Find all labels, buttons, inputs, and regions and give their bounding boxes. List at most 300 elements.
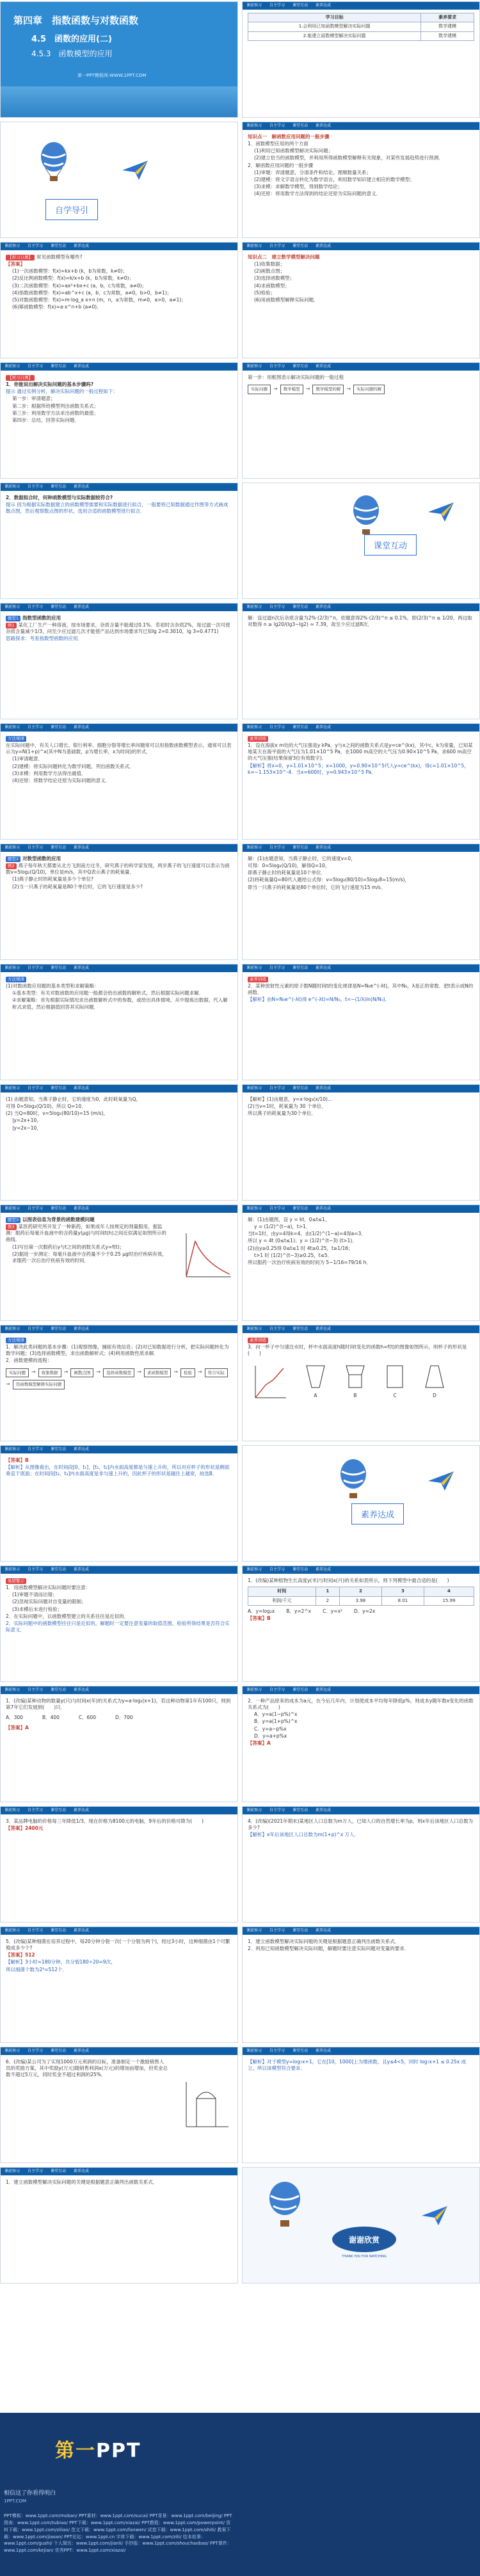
knowledge-step: (4)还原：将用数学方法得到的结论还原为实际问题的意义． (254, 191, 381, 196)
option-label: A (314, 1392, 317, 1398)
tab-preview: 课前预习 (4, 605, 20, 609)
row-16 (0, 1806, 480, 1923)
example-sub: (2)当一只燕子的耗氧量是80个单位时，它的飞行速度是多少? (12, 883, 143, 890)
quiz-options (248, 1608, 474, 1615)
balloon-icon (351, 495, 381, 540)
achievement-card: 素养达成 (351, 1503, 404, 1524)
tab-preview: 课前预习 (4, 1688, 20, 1692)
quiz-answer: 【答案】2400元 (6, 1825, 44, 1832)
slide-header-bar (1, 1085, 237, 1092)
modeling-step: (5)检验； (254, 289, 276, 296)
method-tag: 方法规律 (6, 1338, 26, 1343)
practice-tag: 素养训练 (248, 977, 268, 982)
cover-hills (1, 86, 237, 117)
arrow-right-icon: → (173, 1369, 179, 1375)
solution-line: 可得：0=5log₂(Q/10)，解得Q=10， (248, 863, 330, 869)
dose-curve-graph (181, 1231, 232, 1282)
slide-header-bar (1, 1446, 237, 1453)
slide-header-bar (243, 604, 479, 611)
section-title: 4.5 函数的应用(二) (31, 35, 112, 44)
height-time-graph (252, 1363, 287, 1402)
quiz-question: 5．(改编)某种细菌在培养过程中，每20分钟分裂一次(一个分裂为两个)，经过3小时，这种细菌由1个可繁殖成多少个? (6, 1939, 230, 1951)
method1-slide (0, 723, 238, 840)
extra-solution-content (1, 2175, 237, 2189)
row-7 (0, 723, 480, 840)
summary-content (243, 1935, 479, 1956)
tips-point: (1)审题不清而出错； (12, 1592, 58, 1598)
objectives-content (243, 10, 479, 44)
quiz-question: 1．(改编)某种动物的数量y(只)与时间x(年)的关系式为y=a·log₂(x+1)，若这种动物第1年有100只，则到第7年它们发展到( )只． (6, 1698, 231, 1711)
quiz-table-slide (242, 1565, 480, 1682)
summary-slide (242, 1926, 480, 2043)
method-point: (2)建模：将实际问题转化为数学问题，列出函数关系式． (12, 763, 134, 769)
tab-interaction: 课堂互动 (51, 1206, 67, 1211)
model-item: (3)二次函数模型：f(x)=ax²+bx+c (a，b，c为常数，a≠0)； (12, 282, 147, 289)
option-a[interactable] (304, 1363, 327, 1402)
practice-question: 1．设在海拔x m处的大气压强是y kPa，y与x之间的函数关系式是y=ce^(kx)，其中c，k为常量，已知某地某天在海平面的大气压为1.01×10^5 Pa，在1000 m高空的大气压为0.90×10^5 Pa，求600 m高空的大气压强(结果保留3位有效数字)． (248, 742, 473, 762)
row-19 (0, 2167, 480, 2284)
tab-self-study: 自主学习 (28, 2049, 44, 2053)
modeling-content (243, 250, 479, 307)
tab-preview: 课前预习 (246, 1808, 262, 1812)
slide-header-bar (1, 1325, 237, 1333)
type-title: 以图表信息为背景的函数建模问题 (22, 1217, 95, 1222)
balloon-icon (339, 1459, 368, 1503)
slide-header-bar (1, 1686, 237, 1694)
example2-slide (0, 844, 238, 960)
practice3-slide (242, 1325, 480, 1441)
objective-1: 1.会利用已知函数模型解决实际问题 (248, 22, 421, 31)
thanks-subtitle: THANK YOU FOR WATCHING (342, 2255, 387, 2259)
solution-line: 当t=1时，由y=4得k=4，由(1/2)^(1−a)=4得a=3． (248, 1231, 366, 1237)
solution-line: 所以 y = 4t (0≤t≤1)；y = (1/2)^(t−3) (t>1)． (248, 1238, 357, 1244)
tab-preview: 课前预习 (4, 845, 20, 850)
practice-question: 2．某种放射性元素的原子数N随时间t的变化规律是N=N₀e^(-λt)，其中N₀，λ是正的常数．把t表示成N的函数． (248, 983, 474, 996)
option-d[interactable] (423, 1363, 446, 1402)
option-c[interactable] (383, 1363, 406, 1402)
slide-header-bar (243, 1807, 479, 1814)
solution-line: (2)由y≥0.25得 0≤t≤1 时 4t≥0.25，t≥1/16； (248, 1245, 353, 1251)
tab-preview: 课前预习 (4, 244, 20, 248)
solution-line: 【解析】(1)由题意，y=x·log₃(x/10)… (248, 1096, 333, 1102)
knowledge-step: (1)利用已知函数模型解决实际问题； (254, 148, 333, 154)
tab-self-study: 自主学习 (269, 605, 285, 609)
slide-header-bar (243, 2, 479, 10)
process-flow (248, 385, 474, 394)
slide-header-bar (243, 1566, 479, 1574)
table-cell: 3.98 (339, 1596, 381, 1605)
tab-interaction: 课堂互动 (51, 484, 67, 489)
solution-line: 所以服药一次治疗疾病有效的时间为 5−1/16=79/16 h． (248, 1259, 371, 1265)
row-9 (0, 964, 480, 1080)
slide-header-bar (243, 1085, 479, 1092)
option-a[interactable]: A．y=a(1−p%)^x (254, 1711, 298, 1718)
preview-slide (0, 242, 238, 358)
preview-tag: 【预习自测】 (6, 255, 35, 260)
solve-hint: 思路探求：考查指数型函数的应用． (6, 636, 83, 642)
method2-content (1, 972, 237, 1014)
interaction-cover-slide (242, 483, 480, 599)
tab-self-study: 自主学习 (269, 2049, 285, 2053)
knowledge-step: 2．解函数应用问题的一般步骤 (248, 162, 314, 168)
arrow-right-icon: → (346, 386, 351, 392)
slide-header-bar (1, 604, 237, 611)
tab-interaction: 课堂互动 (292, 1928, 308, 1933)
modeling-step: (1)收集数据； (254, 261, 285, 268)
example1-solution-content (243, 611, 479, 632)
solution-line: 【解析】3小时=180分钟，共分裂180÷20=9次， (6, 1959, 116, 1965)
table-cell: 15.99 (424, 1596, 474, 1605)
tips-point: (3)求模后未进行检验； (12, 1606, 63, 1612)
option-a[interactable]: A．y=log₂x (248, 1608, 275, 1614)
knowledge-step: 1．函数模型应用的两个方面 (248, 141, 308, 147)
practice3-content (243, 1333, 479, 1405)
table-header: 1 (316, 1587, 339, 1596)
banner-caption: 相信这了你看得明白 (4, 2490, 56, 2497)
tab-achievement: 素养达成 (316, 966, 332, 970)
method2-slide (0, 964, 238, 1080)
slide-header-bar (243, 243, 479, 250)
quiz1-slide (0, 1686, 238, 1802)
tab-self-study: 自主学习 (28, 1447, 44, 1452)
cup-d-icon (423, 1363, 446, 1390)
tab-self-study: 自主学习 (28, 1808, 44, 1812)
solution-line: 解：(1)由题图，设 y = kt，0≤t≤1， (248, 1217, 330, 1222)
option-b[interactable]: B．y=a(1+p%)^x (254, 1718, 298, 1725)
row-8 (0, 844, 480, 960)
option-label: D (433, 1392, 436, 1398)
option-d[interactable]: D．y=2x (354, 1608, 376, 1614)
thinking-step: 第三步：利用数学方法求出函数的最值； (12, 410, 99, 416)
option-a[interactable]: A．300 (6, 1715, 23, 1721)
slide-header-bar (1, 243, 237, 250)
logo-part-b: PPT (96, 2440, 141, 2462)
method3-content (1, 1333, 237, 1393)
banner-subcaption: 1PPT.COM (4, 2499, 27, 2504)
quiz-table-content (243, 1574, 479, 1626)
tab-achievement: 素养达成 (74, 364, 90, 369)
logo-part-a: 第一 (55, 2440, 96, 2462)
tab-self-study: 自主学习 (28, 1567, 44, 1572)
option-b[interactable] (344, 1363, 367, 1402)
option-c[interactable]: C．y=a−p%x (254, 1725, 287, 1732)
tab-interaction: 课堂互动 (292, 3, 308, 8)
tab-interaction: 课堂互动 (292, 1808, 308, 1812)
slide-header-bar (1, 1566, 237, 1574)
thanks-badge (332, 2227, 396, 2252)
slide-header-bar (243, 1686, 479, 1694)
tab-achievement: 素养达成 (316, 1086, 332, 1091)
tab-self-study: 自主学习 (269, 1327, 285, 1331)
tab-achievement: 素养达成 (74, 725, 90, 730)
tab-achievement: 素养达成 (74, 1327, 90, 1331)
practice1-content (243, 732, 479, 780)
row-5 (0, 483, 480, 599)
tab-achievement: 素养达成 (316, 244, 332, 248)
flow-box: 实际问题 (248, 385, 271, 394)
flow-box: 数学模型的解 (312, 385, 344, 394)
knowledge-title-2: 知识点二 建立数学模型解决问题 (248, 254, 320, 260)
tab-achievement: 素养达成 (74, 1808, 90, 1812)
slide-header-bar (1, 844, 237, 852)
tab-self-study: 自主学习 (269, 3, 285, 8)
example3-solution-content (243, 1213, 479, 1270)
slide-header-bar (1, 1205, 237, 1213)
table-header: 4 (424, 1587, 474, 1596)
tab-preview: 课前预习 (246, 845, 262, 850)
row-11 (0, 1204, 480, 1321)
slide-header-bar (243, 724, 479, 732)
quiz-question: 4．(改编)(2021年期末)某地区人口总数为m万人，已知人口的自然增长率为p，则x年后该地区人口总数为多少? (248, 1818, 474, 1831)
thinking-question: 1．你能说出解决实际问题的基本步骤吗? (6, 381, 94, 388)
solution-line: 所以燕子的耗氧量为30个单位． (248, 1110, 317, 1117)
quiz1-content (1, 1694, 237, 1736)
quiz6-content (1, 2055, 173, 2082)
example-tag: 例1 (6, 623, 17, 628)
example1-solution-slide (242, 603, 480, 719)
option-d[interactable]: D．700 (115, 1715, 133, 1721)
tab-achievement: 素养达成 (74, 1928, 90, 1933)
tab-interaction: 课堂互动 (292, 244, 308, 248)
modeling-step: (2)画散点图； (254, 268, 285, 275)
tips-slide (0, 1565, 238, 1682)
knowledge-step: (2)建立恰当的函数模型，并利用所得函数模型解释有关现象，对某些发展趋势进行预测． (254, 155, 444, 161)
table-header: 3 (381, 1587, 424, 1596)
tips-tag: 易错警示 (6, 1578, 26, 1584)
answer-value: B (25, 1457, 29, 1463)
modeling-slide (242, 242, 480, 358)
tab-achievement: 素养达成 (316, 124, 332, 128)
tab-self-study: 自主学习 (269, 1808, 285, 1812)
practice2b-content (243, 1092, 479, 1121)
tab-preview: 课前预习 (4, 2169, 20, 2173)
flow-box: 用函数模型解释实际问题 (13, 1380, 65, 1389)
preview-question: 常见函数模型有哪些? (36, 254, 83, 260)
tab-achievement: 素养达成 (74, 605, 90, 609)
tab-preview: 课前预习 (4, 966, 20, 970)
objectives-header-literacy: 素养要求 (421, 13, 474, 22)
quiz-question: 2．一种产品原来的成本为a元，在今后几年内，计划使成本平均每年降低p%，则成本y随年数x变化的函数关系式为( ) (248, 1698, 474, 1711)
example2-more-content (1, 1092, 237, 1135)
example1-slide (0, 603, 238, 719)
paper-plane-icon (428, 502, 454, 522)
tab-self-study: 自主学习 (269, 1928, 285, 1933)
practice1-slide (242, 723, 480, 840)
example2-solution-content (243, 852, 479, 895)
option-c[interactable]: C．y=x² (323, 1608, 343, 1614)
cover-slide (0, 1, 238, 118)
method-point: 1．解决此类问题的基本步骤：(1)观察图像，捕捉有效信息；(2)对已知数据进行分析，把实际问题转化为数学问题；(3)选择函数模型，求出函数解析式；(4)利用函数性质求解． (6, 1344, 229, 1357)
objective-1-literacy: 数学建模 (421, 22, 474, 31)
example3-content (1, 1213, 173, 1268)
practice2b-slide (242, 1084, 480, 1201)
tab-self-study: 自主学习 (28, 1688, 44, 1692)
tab-achievement: 素养达成 (316, 1808, 332, 1812)
practice-tag: 素养训练 (248, 1338, 268, 1343)
tab-interaction: 课堂互动 (51, 845, 67, 850)
type-tag: 题型2 (6, 856, 20, 862)
summary-line: 1．建立函数模型解决实际问题的关键是根据题意正确列出函数关系式． (6, 2179, 158, 2185)
practice2-slide (242, 964, 480, 1080)
practice-answer: 【解析】由N=N₀e^(-λt)得 e^(-λt)=N/N₀，t=−(1/λ)ln(N/N₀). (248, 996, 387, 1003)
quiz-answer: 【答案】512 (6, 1952, 35, 1958)
quiz3-slide (0, 1806, 238, 1923)
solution-line: 所以细菌个数为2⁹=512个． (6, 1966, 67, 1972)
tab-self-study: 自主学习 (28, 966, 44, 970)
row-4 (0, 362, 480, 479)
slide-header-bar (243, 363, 479, 371)
tab-preview: 课前预习 (246, 1086, 262, 1091)
option-b[interactable]: B．400 (42, 1715, 60, 1721)
tab-interaction: 课堂互动 (51, 725, 67, 730)
think2-answer: 提示 因为根据实际数据建立的函数模型需要和实际数据进行拟合，一般要将已知数据通过作图等方式画成散点图，然后观察散点图的形状，选用合适的函数模型进行拟合． (6, 502, 228, 515)
tab-preview: 课前预习 (246, 1327, 262, 1331)
thanks-text: 谢谢欣赏 (348, 2235, 380, 2244)
model-item: (1)一次函数模型：f(x)=kx+b (k，b为常数，k≠0)； (12, 268, 127, 275)
tab-preview: 课前预习 (246, 1688, 262, 1692)
method-point: (4)还原：将数学结论还原为实际问题的意义． (12, 777, 111, 783)
quiz2-slide (242, 1686, 480, 1802)
tab-self-study: 自主学习 (269, 1688, 285, 1692)
answer-slide (0, 1445, 238, 1562)
table-header: 2 (339, 1587, 381, 1596)
method-point: (1)审清题意． (12, 756, 44, 762)
tab-achievement: 素养达成 (74, 1567, 90, 1572)
example-sub: (2)据进一步测定：每毫升血液中含药量不少于0.25 μg时治疗疾病有效，求服药一次后治疗疾病有效的时间． (12, 1251, 167, 1263)
tips-point: (2)忽视实际问题对自变量的限制； (12, 1599, 86, 1605)
option-label: B (353, 1392, 357, 1398)
option-b[interactable]: B．y=2^x (286, 1608, 312, 1614)
tab-preview: 课前预习 (246, 725, 262, 730)
modeling-flow (6, 1368, 232, 1390)
achievement-cover-slide (242, 1445, 480, 1562)
tab-interaction: 课堂互动 (51, 1808, 67, 1812)
arrow-right-icon: → (96, 1369, 101, 1375)
tab-preview: 课前预习 (246, 244, 262, 248)
method-tag: 方法规律 (6, 977, 26, 982)
tab-achievement: 素养达成 (74, 2049, 90, 2053)
quiz-question: 3．某品牌电脑的价格每三年降低1/3，现在价格为8100元的电脑，9年后的价格可降为( ) (6, 1818, 204, 1824)
arrow-right-icon: → (273, 386, 278, 392)
option-d[interactable]: D．y=a+p%x (254, 1732, 287, 1739)
row-18 (0, 2047, 480, 2163)
example3-slide (0, 1204, 238, 1321)
objectives-slide (242, 1, 480, 118)
flow-box: 符合实际 (205, 1368, 228, 1378)
tips-content (1, 1574, 237, 1637)
thinking-step: 第四步：总结，回答实际问题． (12, 417, 79, 423)
tab-self-study: 自主学习 (269, 1206, 285, 1211)
thinking-hint: 提示 通过实例分析，解决实际问题的一般过程如下： (6, 388, 118, 395)
option-c[interactable]: C．600 (78, 1715, 96, 1721)
tab-achievement: 素养达成 (74, 244, 90, 248)
quiz5-content (1, 1935, 237, 1977)
tab-preview: 课前预习 (4, 725, 20, 730)
row-15 (0, 1686, 480, 1802)
quiz-answer: 【解析】x年后该地区人口总数为m(1+p)^x 万人． (248, 1832, 360, 1838)
self-study-cover-slide (0, 122, 238, 238)
tab-achievement: 素养达成 (316, 2049, 332, 2053)
tab-self-study: 自主学习 (28, 2169, 44, 2173)
tab-achievement: 素养达成 (74, 845, 90, 850)
solution-line: |y=2x+10， (12, 1117, 42, 1124)
answer-explanation: 【解析】从图像看出，在时间段[0，t₁]，[t₁，t₂]内水面高度都是匀速上升的，所以对应杯子的形状是侧面垂直于底面；在时间段[t₂，t₃]内水面高度是非匀速上升的，因此杯子的形状是越往上越宽，故选B． (6, 1464, 230, 1477)
table-cell: 利润/千元 (248, 1596, 316, 1605)
tab-self-study: 自主学习 (28, 484, 44, 489)
solution-line: 可得 0=5log₂(Q/10)，所以 Q=10． (6, 1103, 86, 1110)
quiz6-slide (0, 2047, 238, 2163)
flow-box: 收集数据 (38, 1368, 61, 1378)
resource-links[interactable]: PPT模板：www.1ppt.com/moban/ PPT素材：www.1ppt.com/sucai/ PPT背景：www.1ppt.com/beijing/ PPT图表：www.1ppt.com/tubiao/ PPT下载：www.1ppt.com/xiazai/ PPT教程：www.1ppt.com/powerpoint/ 资料下载：www.1ppt.com/ziliao/ 范文下载：www.1ppt.com/fanwen/ 试卷下载：www.1ppt.com/shiti/ 教案下载：www.1ppt.com/jiaoan/ PPT论坛：www.1ppt.cn 字体下载：www.1ppt.com/ziti/ 绘本故事：www.1ppt.com/gushi/ 个人简历：www.1ppt.com/jianli/ 手抄报：www.1ppt.com/shouchaobao/ PPT课件：www.1ppt.com/kejian/ 优秀PPT：www.1ppt.com/xiazai/ (4, 2513, 232, 2554)
practice-answer: 【解析】将x=0，y=1.01×10^5；x=1000，y=0.90×10^5代入y=ce^(kx)，得c=1.01×10^5，k≈−1.153×10^-4．当x=600时，y≈0.943×10^5 Pa． (248, 762, 469, 775)
slide-header-bar (243, 1325, 479, 1333)
slide-header-bar (1, 363, 237, 371)
preview-content (1, 250, 237, 314)
method-point: 在实际问题中，有关人口增长、银行利率、细胞分裂等增长率问题常可以用指数函数模型表示，通常可以表示为y=N(1+p)^x(其中N为基础数，p为增长率，x为时间)的形式． (6, 742, 232, 755)
tab-achievement: 素养达成 (316, 1206, 332, 1211)
model-item: (6)幂函数模型：f(x)=a·x^n+b (a≠0)． (12, 303, 102, 310)
example-text: 某医药研究所开发了一种新药，如果成年人按规定的剂量服用，据监测：服药后每毫升血液中的含药量y(μg)与时间t(h)之间近似满足如图所示的曲线． (6, 1224, 166, 1243)
tab-achievement: 素养达成 (316, 1327, 332, 1331)
tab-interaction: 课堂互动 (51, 1447, 67, 1452)
tab-preview: 课前预习 (246, 124, 262, 128)
tab-interaction: 课堂互动 (51, 244, 67, 248)
table-cell: 2 (316, 1596, 339, 1605)
flow-box: 数学模型 (280, 385, 303, 394)
method-tag: 方法规律 (6, 736, 26, 742)
objective-2-literacy: 数学建模 (421, 31, 474, 40)
tab-self-study: 自主学习 (28, 1928, 44, 1933)
flow-box: 实际问题 (6, 1368, 29, 1378)
cover-title-block (13, 13, 138, 59)
slide-header-bar (243, 1205, 479, 1213)
think2-slide (0, 483, 238, 599)
solution-line: |y=2x−10， (12, 1124, 42, 1131)
quiz-data-table (248, 1587, 474, 1606)
tab-interaction: 课堂互动 (51, 364, 67, 369)
tab-preview: 课前预习 (4, 1447, 20, 1452)
option-label: C (393, 1392, 397, 1398)
arrow-right-icon: → (6, 1381, 10, 1388)
paper-plane-icon (422, 2206, 447, 2225)
example1-content (1, 611, 237, 646)
example2-content (1, 852, 237, 894)
quiz-answer: 【答案】B (248, 1615, 271, 1622)
flow-box: 实际问题的解 (353, 385, 385, 394)
thanks-slide (242, 2167, 480, 2284)
model-item: (2)反比例函数模型：f(x)=k/x+b (k，b为常数，k≠0)； (12, 275, 134, 282)
solution-line: y = (1/2)^(t−a)，t>1． (254, 1224, 311, 1230)
tab-interaction: 课堂互动 (51, 605, 67, 609)
tab-preview: 课前预习 (4, 484, 20, 489)
example2-more-slide (0, 1084, 238, 1201)
tab-self-study: 自主学习 (28, 244, 44, 248)
tab-interaction: 课堂互动 (51, 1567, 67, 1572)
bar-graph-icon (182, 2079, 231, 2131)
answer-tag: 【答案】 (6, 1457, 25, 1463)
tab-preview: 课前预习 (4, 1928, 20, 1933)
tab-preview: 课前预习 (4, 2049, 20, 2053)
promo-banner (0, 2413, 480, 2576)
tab-self-study: 自主学习 (28, 1327, 44, 1331)
knowledge-step: (3)求模：求解数学模型，得到数学结论； (254, 183, 343, 189)
row-13 (0, 1445, 480, 1562)
slide-header-bar (243, 1927, 479, 1935)
slide-header-bar (243, 844, 479, 852)
tips-point: 2．在实际问题中，以函数模型建立的关系往往是近似的． (6, 1613, 129, 1619)
tab-self-study: 自主学习 (269, 1567, 285, 1572)
thinking-tag: 【预习自测】 (6, 375, 35, 381)
